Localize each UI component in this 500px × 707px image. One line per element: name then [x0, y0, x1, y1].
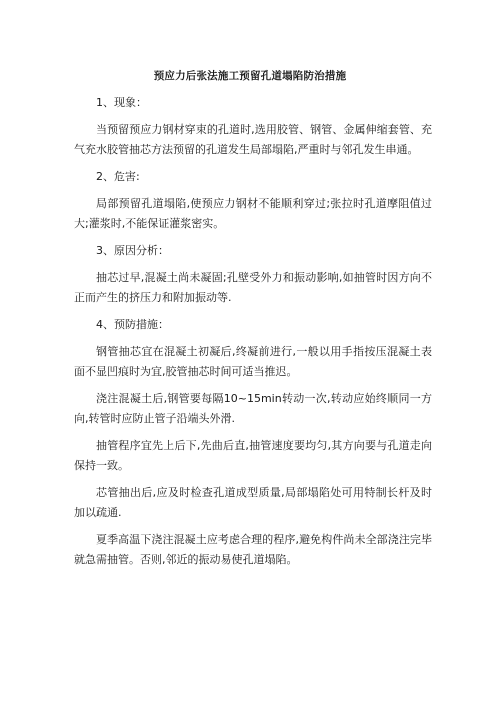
section-heading-cause: 3、原因分析： [96, 244, 169, 257]
section-heading-hazard: 2、危害: [96, 170, 140, 183]
section-paragraph: 抽芯过早,混凝土尚未凝固;孔壁受外力和振动影响,如抽管时因方向不正而产生的挤压力和附加振动等. [74, 271, 432, 304]
section-paragraph: 浇注混凝土后,钢管要每隔10~15min转动一次,转动应始终顺同一方向,转管时应防止管子沿端头外滑. [74, 392, 432, 425]
section-paragraph: 局部预留孔道塌陷,使预应力钢材不能顺利穿过;张拉时孔道摩阻值过大;灌浆时,不能保证灌浆密实。 [74, 197, 432, 230]
section-paragraph: 芯管抽出后,应及时检查孔道成型质量,局部塌陷处可用特制长杆及时加以疏通. [74, 486, 432, 519]
document-title: 预应力后张法施工预留孔道塌陷防治措施 [153, 70, 347, 82]
document-body [74, 93, 432, 577]
section-paragraph: 钢管抽芯宜在混凝土初凝后,终凝前进行,一般以用手指按压混凝土表面不显凹痕时为宜,胶管抽芯时间可适当推迟。 [74, 345, 432, 378]
section-paragraph: 抽管程序宜先上后下,先曲后直,抽管速度要均匀,其方向要与孔道走向保持一致。 [74, 439, 432, 472]
section-paragraph: 当预留预应力钢材穿束的孔道时,选用胶管、钢管、金属伸缩套管、充气充水胶管抽芯方法预留的孔道发生局部塌陷,严重时与邻孔发生串通。 [74, 123, 432, 156]
section-paragraph: 夏季高温下浇注混凝土应考虑合理的程序,避免构件尚未全部浇注完毕就急需抽管。否则,邻近的振动易使孔道塌陷。 [74, 533, 432, 566]
section-heading-phenomenon: 1、现象： [96, 96, 147, 109]
section-heading-prevention: 4、预防措施： [96, 318, 169, 331]
